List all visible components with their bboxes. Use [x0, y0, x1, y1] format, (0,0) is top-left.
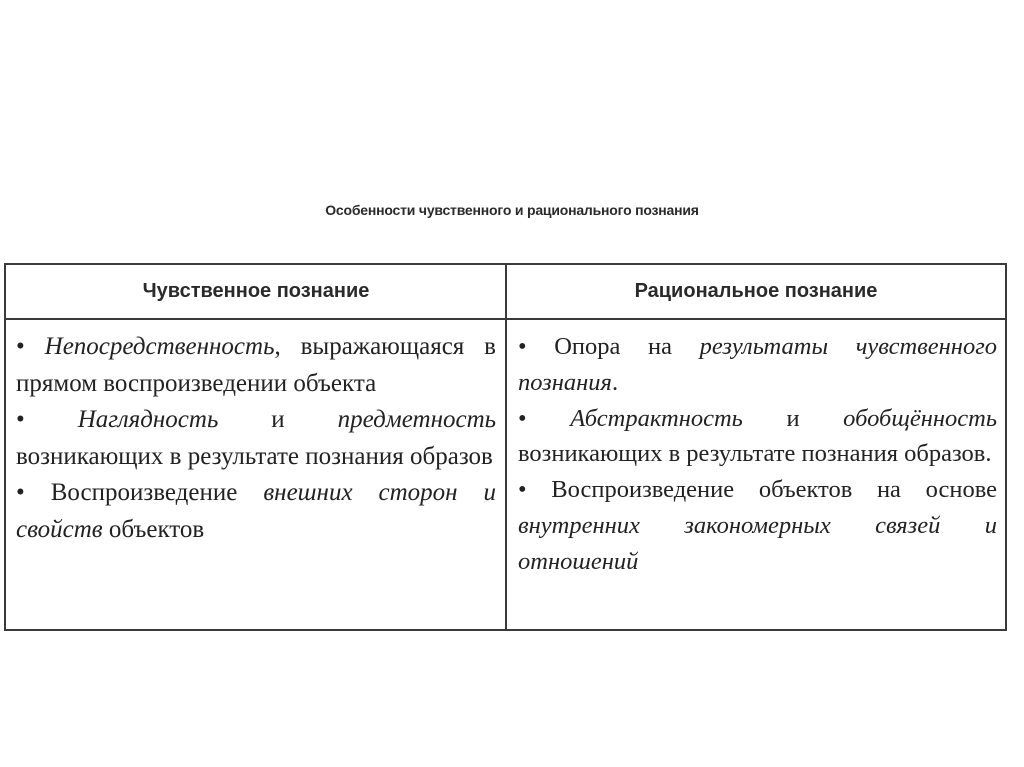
item-text: объектов: [102, 515, 205, 543]
header-rational-knowledge: Рациональное познание: [634, 280, 878, 302]
list-item: [16, 402, 496, 475]
item-text-italic: обобщённость: [843, 404, 997, 432]
bullet: •: [518, 333, 527, 360]
item-text: и: [742, 404, 844, 432]
item-text-italic: результаты чувственного познания: [518, 333, 998, 396]
item-text: возникающих в результате познания образов: [16, 442, 493, 470]
bullet: •: [518, 476, 527, 504]
bullet: •: [16, 406, 25, 434]
bullet: •: [16, 333, 25, 360]
item-text: Воспроизведение объектов на основе: [551, 476, 998, 504]
item-text-italic: Наглядность: [77, 406, 219, 434]
sensory-knowledge-cell: [16, 329, 496, 549]
column-divider: [505, 265, 507, 629]
item-text: возникающих в результате познания образов.: [518, 440, 992, 468]
item-text: и: [218, 406, 338, 434]
rational-knowledge-cell: [518, 329, 997, 579]
item-text-italic: предметность: [337, 406, 496, 434]
item-text: .: [611, 368, 619, 396]
page-title: Особенности чувственного и рационального познания: [325, 202, 699, 218]
item-text-italic: внешних сторон и свойств: [16, 479, 497, 543]
item-text-italic: Непосредственность: [44, 333, 275, 360]
item-text: Воспроизведение: [50, 479, 264, 507]
item-text-italic: внутренних закономерных связей и отношений: [518, 511, 997, 575]
bullet: •: [16, 479, 25, 507]
header-sensory-knowledge: Чувственное познание: [142, 280, 370, 302]
list-item: [16, 329, 496, 402]
list-item: [518, 472, 997, 579]
list-item: [16, 475, 496, 548]
comparison-table: [4, 263, 1007, 631]
bullet: •: [518, 404, 527, 432]
item-text-italic: Абстрактность: [570, 404, 743, 432]
list-item: [518, 401, 997, 473]
item-text: Опора на: [554, 333, 700, 360]
item-text: , выражающаяся в прямом воспроизведении объекта: [16, 333, 496, 397]
list-item: [518, 329, 997, 401]
